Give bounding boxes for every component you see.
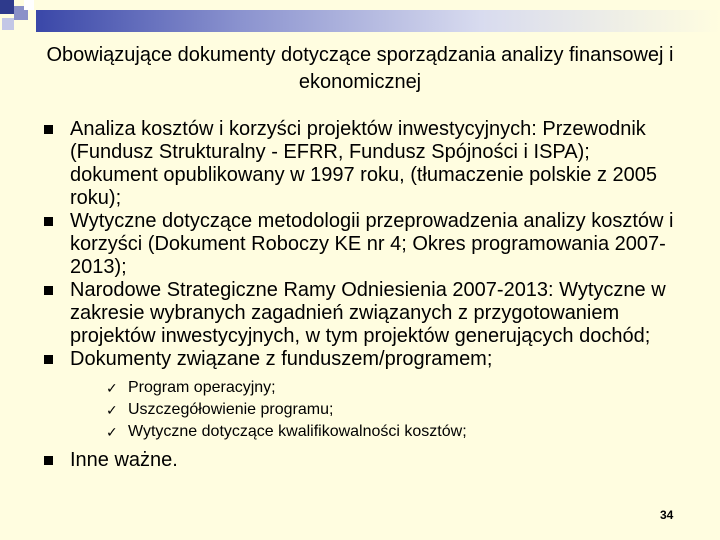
bullet-item <box>42 449 682 472</box>
sub-item <box>70 421 682 443</box>
bullet-text: Dokumenty związane z funduszem/programem; <box>70 348 493 370</box>
check-icon: ✓ <box>106 424 118 440</box>
square-bullet-icon <box>44 286 53 295</box>
bullet-item <box>42 210 682 279</box>
square-bullet-icon <box>44 125 53 134</box>
bullet-item <box>42 118 682 210</box>
sub-item <box>70 399 682 421</box>
page-number: 34 <box>660 508 674 522</box>
bullet-item <box>42 348 682 443</box>
bullet-item <box>42 279 682 348</box>
sub-item <box>70 377 682 399</box>
bullet-list <box>42 118 682 472</box>
bullet-text: Wytyczne dotyczące metodologii przeprowadzenia analizy kosztów i korzyści (Dokument Roboczy KE nr 4; Okres programowania 2007-2013); <box>70 210 674 278</box>
square-bullet-icon <box>44 217 53 226</box>
title-gradient-bar <box>36 10 720 32</box>
sub-item-text: Uszczegółowienie programu; <box>128 401 334 418</box>
bullet-text: Analiza kosztów i korzyści projektów inwestycyjnych: Przewodnik (Fundusz Strukturalny - EFRR, Fundusz Spójności i ISPA); dokument opublikowany w 1997 roku, (tłumaczenie polskie z 2005 roku); <box>70 118 658 209</box>
square-bullet-icon <box>44 355 53 364</box>
bullet-text: Narodowe Strategiczne Ramy Odniesienia 2007-2013: Wytyczne w zakresie wybranych zagadnień związanych z przygotowaniem projektów inwestycyjnych, w tym projektów generujących dochód; <box>70 279 666 347</box>
check-icon: ✓ <box>106 380 118 396</box>
check-icon: ✓ <box>106 402 118 418</box>
bullet-text: Inne ważne. <box>70 449 178 471</box>
sub-item-text: Program operacyjny; <box>128 379 276 396</box>
square-bullet-icon <box>44 456 53 465</box>
corner-square <box>24 0 34 10</box>
sub-item-text: Wytyczne dotyczące kwalifikowalności kosztów; <box>128 423 467 440</box>
slide-title: Obowiązujące dokumenty dotyczące sporządzania analizy finansowej i ekonomicznej <box>46 44 674 93</box>
sub-list <box>70 377 682 443</box>
corner-square <box>2 18 14 30</box>
corner-square <box>0 0 14 14</box>
